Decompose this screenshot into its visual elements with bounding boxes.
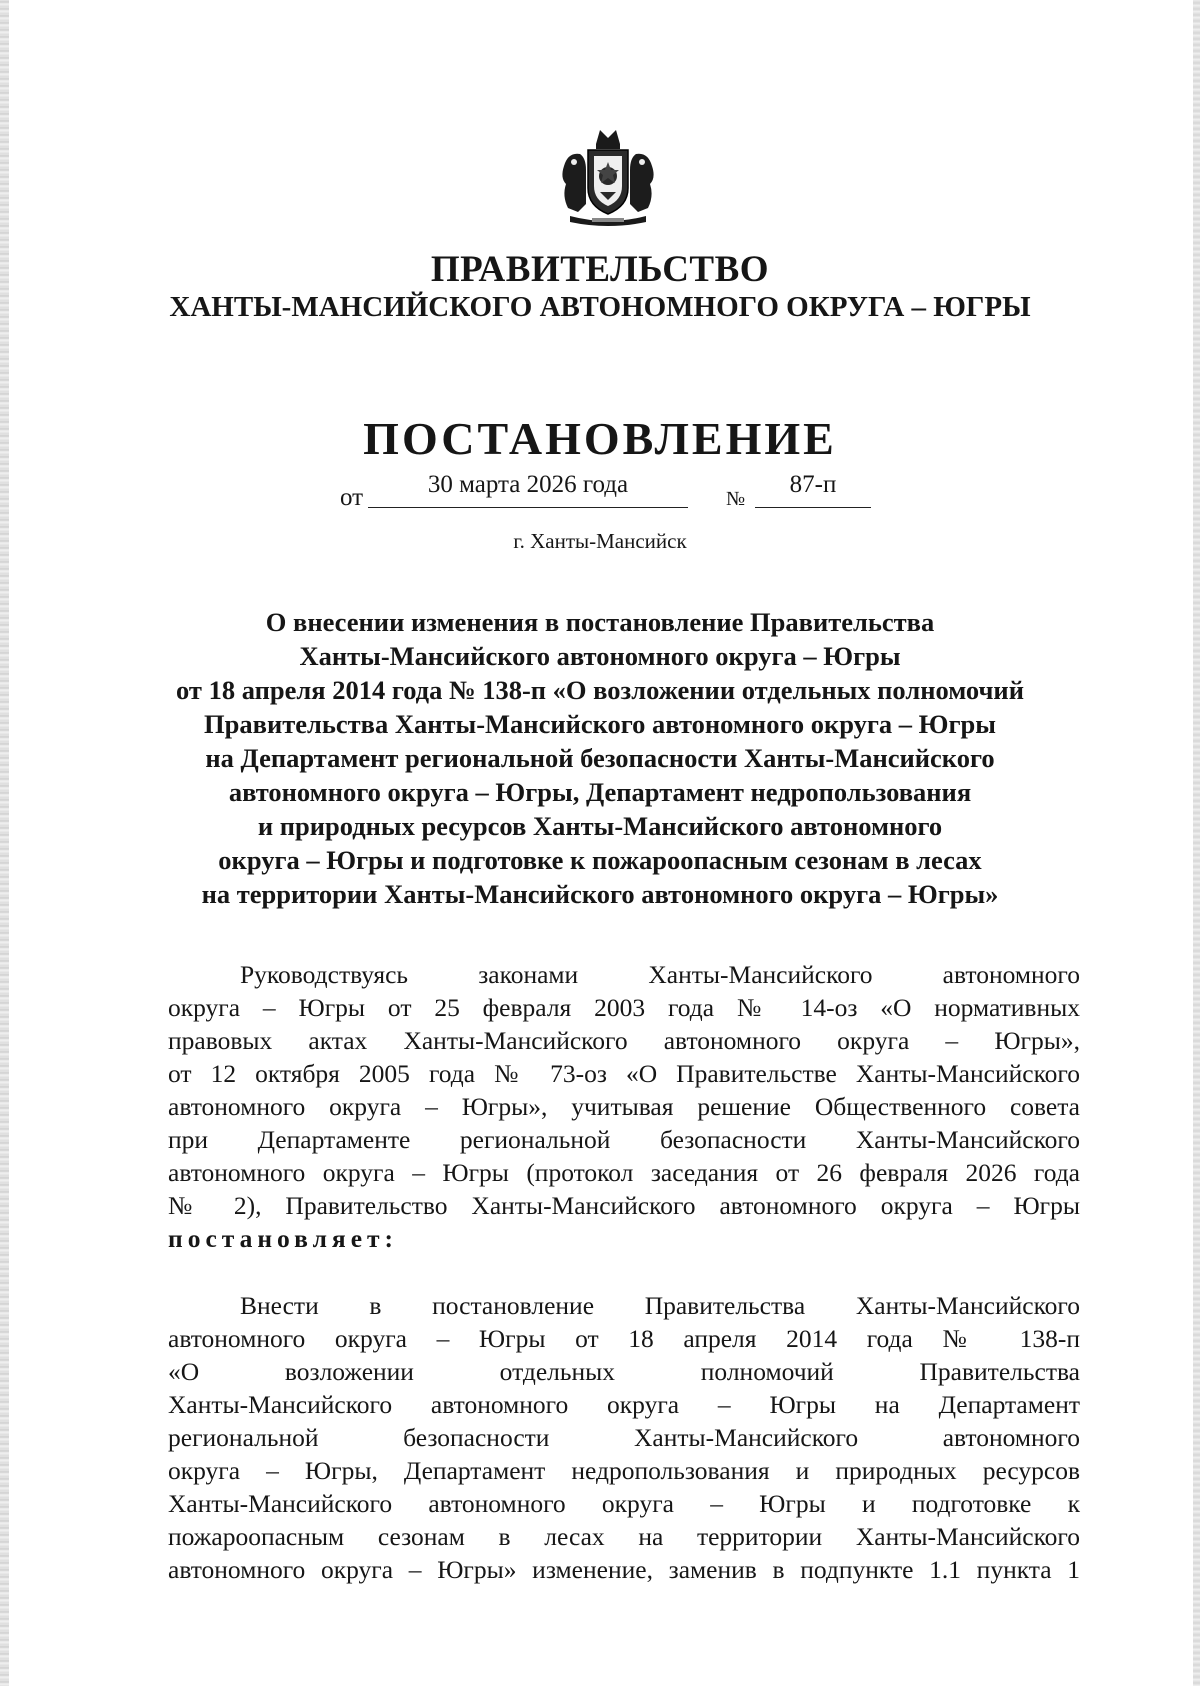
preamble-line: автономного округа – Югры (протокол заседания от 26 февраля 2026 года (168, 1158, 1080, 1187)
operative-line: «О возложении отдельных полномочий Правительства (168, 1357, 1080, 1386)
preamble-line: при Департаменте региональной безопасности Ханты-Мансийского (168, 1125, 1080, 1154)
title-line: на Департамент региональной безопасности Ханты-Мансийского (205, 743, 995, 773)
document-number: 87-п (755, 470, 871, 508)
region-title: ХАНТЫ-МАНСИЙСКОГО АВТОНОМНОГО ОКРУГА – ЮГРЫ (169, 291, 1031, 323)
operative-line: автономного округа – Югры от 18 апреля 2014 года № 138-п (168, 1324, 1080, 1353)
preamble-line: Руководствуясь законами Ханты-Мансийского автономного (240, 960, 1080, 989)
preamble-line: от 12 октября 2005 года № 73-оз «О Правительстве Ханты-Мансийского (168, 1059, 1080, 1088)
operative-line: пожароопасным сезонам в лесах на территории Ханты-Мансийского (168, 1522, 1080, 1551)
operative-paragraph (168, 1289, 1080, 1586)
document-type: ПОСТАНОВЛЕНИЕ (363, 413, 837, 464)
coat-of-arms-icon (556, 126, 660, 228)
preamble-line: правовых актах Ханты-Мансийского автономного округа – Югры», (168, 1026, 1080, 1055)
city: г. Ханты-Мансийск (513, 529, 687, 553)
title-line: и природных ресурсов Ханты-Мансийского автономного (257, 811, 943, 841)
date-number-row (0, 470, 1200, 520)
title-line: автономного округа – Югры, Департамент недропользования (228, 777, 972, 807)
preamble-paragraph (168, 958, 1080, 1255)
title-line: Правительства Ханты-Мансийского автономного округа – Югры (204, 709, 996, 739)
document-date: 30 марта 2026 года (368, 470, 688, 508)
operative-line: Ханты-Мансийского автономного округа – Югры на Департамент (168, 1390, 1080, 1419)
operative-line: округа – Югры, Департамент недропользования и природных ресурсов (168, 1456, 1080, 1485)
title-line: Ханты-Мансийского автономного округа – Югры (299, 641, 901, 671)
title-line: О внесении изменения в постановление Правительства (265, 607, 935, 637)
title-line: округа – Югры и подготовке к пожароопасным сезонам в лесах (218, 845, 982, 875)
operative-line: региональной безопасности Ханты-Мансийского автономного (168, 1423, 1080, 1452)
title-line: от 18 апреля 2014 года № 138-п «О возложении отдельных полномочий (176, 675, 1024, 705)
date-label: от (340, 484, 364, 511)
operative-line: Ханты-Мансийского автономного округа – Югры и подготовке к (168, 1489, 1080, 1518)
preamble-line: № 2), Правительство Ханты-Мансийского автономного округа – Югры (168, 1191, 1080, 1220)
operative-line: Внести в постановление Правительства Ханты-Мансийского (240, 1291, 1080, 1320)
government-title: ПРАВИТЕЛЬСТВО (430, 249, 770, 290)
resolves-word: постановляет: (168, 1224, 399, 1253)
document-title (150, 605, 1050, 911)
title-line: на территории Ханты-Мансийского автономного округа – Югры» (201, 879, 999, 909)
number-label: № (726, 488, 746, 510)
preamble-line: округа – Югры от 25 февраля 2003 года № 14-оз «О нормативных (168, 993, 1080, 1022)
preamble-line: автономного округа – Югры», учитывая решение Общественного совета (168, 1092, 1080, 1121)
operative-line: автономного округа – Югры» изменение, заменив в подпункте 1.1 пункта 1 (168, 1555, 1080, 1584)
